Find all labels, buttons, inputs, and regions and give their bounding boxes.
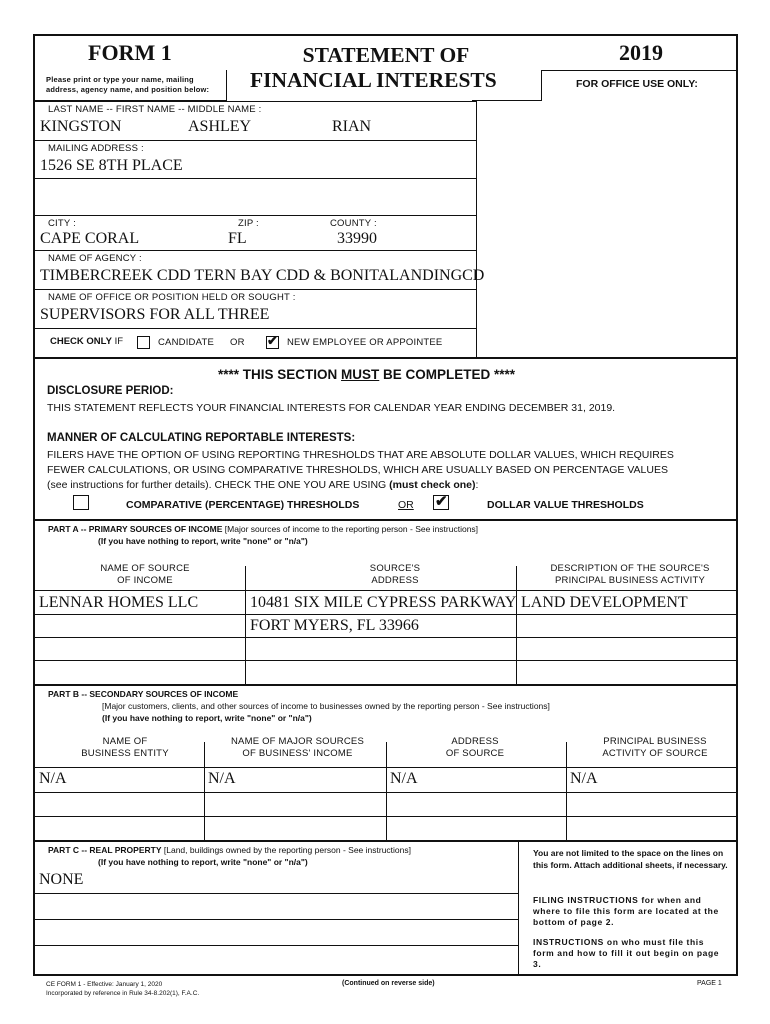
part-a-col2-header: SOURCE'S ADDRESS [369, 563, 421, 586]
mailing-label: MAILING ADDRESS : [48, 143, 144, 154]
part-a-title-note: [Major sources of income to the reporting person - See instructions] [224, 524, 479, 534]
check-if-label: IF [114, 336, 124, 347]
county-label: COUNTY : [330, 218, 377, 229]
form-title [226, 42, 546, 69]
part-a-title [48, 524, 478, 534]
section-heading [218, 367, 515, 382]
manner-line-2: FEWER CALCULATIONS, OR USING COMPARATIVE THRESHOLDS, WHICH ARE USUALLY BASED ON PERCENTAGE VALUES [47, 464, 668, 476]
footer-left [46, 980, 199, 998]
mailing-address-value[interactable]: 1526 SE 8TH PLACE [40, 157, 183, 174]
check-only-label: CHECK ONLY [50, 336, 112, 347]
city-value[interactable]: CAPE CORAL [40, 230, 140, 247]
disclosure-text: THIS STATEMENT REFLECTS YOUR FINANCIAL INTERESTS FOR CALENDAR YEAR ENDING DECEMBER 31, 2019. [47, 402, 616, 414]
heading-pre: **** THIS SECTION [218, 367, 342, 382]
part-b-col3-header: ADDRESS OF SOURCE [445, 736, 505, 759]
part-a-subnote: (If you have nothing to report, write "none" or "n/a") [98, 536, 308, 546]
first-name-value[interactable]: ASHLEY [188, 118, 252, 135]
new-employee-checkbox[interactable] [266, 333, 279, 349]
part-a-title-text: PART A -- PRIMARY SOURCES OF INCOME [48, 524, 223, 534]
agency-value[interactable]: TIMBERCREEK CDD TERN BAY CDD & BONITALANDINGCD [40, 267, 485, 284]
form-number: FORM 1 [88, 40, 172, 65]
form-year: 2019 [619, 40, 663, 65]
part-a-col1-header: NAME OF SOURCE OF INCOME [100, 563, 190, 586]
heading-must: MUST [341, 367, 380, 382]
city-label: CITY : [48, 218, 76, 229]
part-b-row1-entity[interactable]: N/A [39, 770, 67, 787]
manner-text [47, 448, 674, 493]
part-a-col3-header: DESCRIPTION OF THE SOURCE'S PRINCIPAL BUSINESS ACTIVITY [550, 563, 710, 586]
name-label: LAST NAME -- FIRST NAME -- MIDDLE NAME : [48, 104, 262, 115]
title-line-1: STATEMENT OF [302, 43, 470, 67]
must-check-one: (must check one) [389, 479, 476, 491]
check-mark-icon: ✔ [267, 333, 278, 348]
candidate-checkbox[interactable] [137, 336, 150, 349]
part-c-row1-value[interactable]: NONE [39, 871, 84, 888]
part-a-row1-name[interactable]: LENNAR HOMES LLC [39, 594, 199, 611]
last-name-value[interactable]: KINGSTON [40, 118, 122, 135]
footer-page-number: PAGE 1 [697, 980, 722, 987]
part-b-row1-address[interactable]: N/A [390, 770, 418, 787]
part-b-col4-header: PRINCIPAL BUSINESS ACTIVITY OF SOURCE [602, 736, 708, 759]
part-c-side-note-2: FILING INSTRUCTIONS for when and where to file this form are located at the bottom of page 2. [533, 895, 719, 927]
part-c-title-text: PART C -- REAL PROPERTY [48, 845, 162, 855]
or-label: OR [230, 337, 245, 348]
county-value[interactable]: 33990 [337, 230, 377, 247]
instruction-line-1: Please print or type your name, mailing [46, 75, 194, 84]
agency-label: NAME OF AGENCY : [48, 253, 142, 264]
part-b-title: PART B -- SECONDARY SOURCES OF INCOME [48, 689, 239, 699]
comparative-checkbox[interactable] [73, 495, 89, 510]
part-b-subnote: (If you have nothing to report, write "none" or "n/a") [102, 713, 312, 723]
part-b-col1-header: NAME OF BUSINESS ENTITY [81, 736, 169, 759]
heading-post: BE COMPLETED **** [379, 367, 516, 382]
title-line-2: FINANCIAL INTERESTS [250, 68, 497, 92]
check-only-row [50, 336, 123, 347]
candidate-label: CANDIDATE [158, 337, 214, 348]
part-b-note: [Major customers, clients, and other sources of income to businesses owned by the reporting person - See instructions] [102, 701, 550, 711]
header-instruction [46, 75, 209, 95]
footer-center: (Continued on reverse side) [342, 980, 435, 987]
part-b-row1-activity[interactable]: N/A [570, 770, 598, 787]
part-c-title-note: [Land, buildings owned by the reporting person - See instructions] [163, 845, 411, 855]
middle-name-value[interactable]: RIAN [332, 118, 372, 135]
dollar-value-checkbox[interactable] [433, 495, 449, 510]
instruction-line-2: address, agency name, and position below: [46, 85, 210, 94]
manner-line-3: (see instructions for further details). CHECK THE ONE YOU ARE USING (must check one): [47, 479, 479, 491]
manner-title: MANNER OF CALCULATING REPORTABLE INTERESTS: [47, 432, 356, 444]
new-employee-label: NEW EMPLOYEE OR APPOINTEE [287, 337, 443, 348]
zip-label: ZIP : [238, 218, 259, 229]
part-c-side-note-3: INSTRUCTIONS on who must file this form and how to fill it out begin on page 3. [533, 937, 720, 969]
part-b-row1-sources[interactable]: N/A [208, 770, 236, 787]
office-value[interactable]: SUPERVISORS FOR ALL THREE [40, 306, 270, 323]
zip-value[interactable]: FL [228, 230, 247, 247]
disclosure-title: DISCLOSURE PERIOD: [47, 385, 174, 397]
mailing-address-line-2[interactable] [40, 180, 470, 214]
part-c-subnote: (If you have nothing to report, write "none" or "n/a") [98, 857, 308, 867]
part-c-title [48, 845, 411, 855]
part-b-col2-header: NAME OF MAJOR SOURCES OF BUSINESS' INCOME [231, 736, 364, 759]
part-a-row1-activity[interactable]: LAND DEVELOPMENT [521, 594, 688, 611]
thresholds-or-label: OR [398, 499, 414, 511]
check-mark-icon: ✔ [435, 493, 448, 510]
manner-line-1: FILERS HAVE THE OPTION OF USING REPORTING THRESHOLDS THAT ARE ABSOLUTE DOLLAR VALUES, WHICH REQUIRES [47, 449, 674, 461]
dollar-label: DOLLAR VALUE THRESHOLDS [487, 499, 644, 511]
part-c-side-note-1: You are not limited to the space on the lines on this form. Attach additional sheets, if necessary. [533, 848, 728, 870]
part-a-row2-address[interactable]: FORT MYERS, FL 33966 [250, 617, 419, 634]
office-label: NAME OF OFFICE OR POSITION HELD OR SOUGHT : [48, 292, 296, 303]
footer-left-line-2: Incorporated by reference in Rule 34-8.202(1), F.A.C. [46, 990, 200, 997]
office-use-label: FOR OFFICE USE ONLY: [576, 78, 698, 90]
footer-left-line-1: CE FORM 1 - Effective: January 1, 2020 [46, 981, 163, 988]
part-a-row1-address[interactable]: 10481 SIX MILE CYPRESS PARKWAY [250, 594, 517, 611]
comparative-label: COMPARATIVE (PERCENTAGE) THRESHOLDS [126, 499, 360, 511]
